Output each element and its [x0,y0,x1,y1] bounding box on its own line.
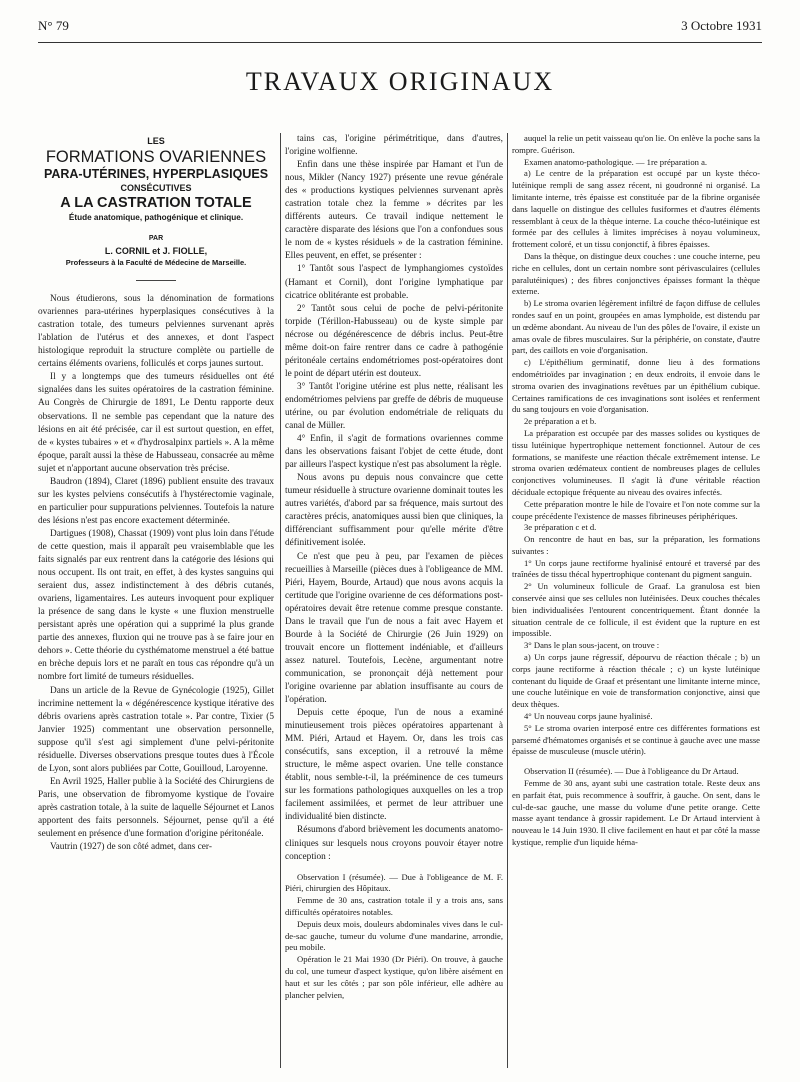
article-consecutives: CONSÉCUTIVES [120,183,192,194]
paragraph: Dans un article de la Revue de Gynécologie (1925), Gillet incrimine nettement la « dégénérescence kystique itérative des débris ovariens après castration totale ». Par contre, Tixier (5 Janvier 1925) commentant une observation personnelle, suppose qu'il s'est agi simplement d'une pelvi-péritonite résiduelle. Diverses observations presque toutes dues à l'École de Lyon, sont alors publiées par Cotte, Gouilloud, Laroyenne. [38,685,274,774]
paragraph: Depuis deux mois, douleurs abdominales vives dans le cul-de-sac gauche, tumeur du volume d'une mandarine, arrondie, peu mobile. [285,918,503,953]
article-par: PAR [148,235,164,243]
article-subtitle: PARA-UTÉRINES, HYPERPLASIQUES [43,167,269,182]
paragraph: On rencontre de haut en bas, sur la préparation, les formations suivantes : [512,534,760,556]
column-divider [280,133,281,1068]
paragraph: Cette préparation montre le hile de l'ovaire et l'on note comme sur la coupe précédente l'existence de masses fibrineuses périphériques. [512,498,760,521]
paragraph: 4° Enfin, il s'agit de formations ovariennes comme dans les observations faisant l'objet de cette étude, dont par ailleurs l'aspect kystique n'est pas absolument la règle. [285,434,503,471]
paragraph: 4° Un nouveau corps jaune hyalinisé. [524,711,653,722]
paragraph: Femme de 30 ans, ayant subi une castration totale. Reste deux ans en parfait état, puis recommence à souffrir, à gauche. On sent, dans le cul-de-sac gauche, une masse du volume d'une petite orange. Cette masse ayant tendance à grossir rapidement. Le Dr Artaud intervient à nouveau le 14 Juin 1930. Il clive facilement en haut et par côté la masse kystique, remplie d'un liquide héma- [512,778,760,848]
article-affiliation: Professeurs à la Faculté de Médecine de Marseille. [65,258,247,268]
paragraph: Opération le 21 Mai 1930 (Dr Piéri). On trouve, à gauche du col, une tumeur d'aspect kystique, qu'on libère aisément en haut et sur les côtés ; par son pôle inférieur, elle adhère au plancher pelvien, [285,954,503,1000]
paragraph: 1° Tantôt sous l'aspect de lymphangiomes cystoïdes (Hamant et Cornil), dont l'origine lymphatique par cicatrice oblitérante est probable. [285,264,503,301]
column-3-text [512,133,760,758]
paragraph: 3e préparation c et d. [524,522,597,533]
section-title: TRAVAUX ORIGINAUX [245,67,555,96]
paragraph: Dans la thèque, on distingue deux couches : une couche interne, peu riche en cellules, dont un certain nombre sont périvasculaires (cellules paralutéiniques) ; des fibres conjonctives épaisses formant la thèque externe. [512,250,760,297]
column-2-text [285,133,503,864]
paragraph: La préparation est occupée par des masses solides ou kystiques de tissu lutéinique hypertrophique nettement fonctionnel. Autour de ces formations, se manifeste une réaction thécale extrêmement intense. Le stroma ovarien œdémateux contient de nombreuses plages de cellules conjonctives volumineuses. Il s'agit là d'une véritable réaction déciduale ectopique fréquente au niveau des ovaires infectés. [512,427,760,497]
paragraph: 2e préparation a et b. [524,416,597,427]
article-title-cast: A LA CASTRATION TOTALE [60,195,252,212]
paragraph: Nous étudierons, sous la dénomination de formations ovariennes para-utérines hyperplasiques consécutives à la castration totale, des tumeurs pelviennes survenant après l'ablation de l'utérus et des annexes, et dont l'aspect histologique reproduit la structure complète ou partielle de certains éléments ovariens, folliculés et corps jaunes surtout. [38,294,274,370]
paragraph: c) L'épithélium germinatif, donne lieu à des formations endométrioïdes par invagination ; en deux endroits, il envoie dans le stroma ovarien des invaginations revêtues par un épithélium cubique. Certaines ramifications de ces invaginations sont isolées et renferment du sang toujours en voie d'organisation. [512,357,760,415]
heading-divider [136,280,176,281]
article-title: FORMATIONS OVARIENNES [45,148,267,167]
article-authors: L. CORNIL et J. FIOLLE, [104,246,208,257]
paragraph: Enfin dans une thèse inspirée par Hamant et l'un de nous, Mikler (Nancy 1927) présente une revue générale des « productions kystiques pelviennes survenant après castration totale chez la femme » décrites par les différents auteurs. Ce travail indique nettement le caractère disparate des lésions que l'on a confondues sous le nom de « kystes résiduels » de la castration féminine. Elles peuvent, en effet, se présenter : [285,160,503,262]
issue-number: N° 79 [38,18,69,33]
paragraph: Il y a longtemps que des tumeurs résiduelles ont été signalées dans les suites opératoires de la castration féminine. Au Congrès de Chirurgie de 1891, Le Dentu rapporte deux observations. Il ne semble pas cependant que la nature des lésions en ait été précisée, car il est surtout question, en effet, de « kystes tubaires » et « d'hydrosalpinx partiels ». A la même époque, paraît aussi la thèse de Habusseau, consacrée au même sujet et n'apportant aucune observation très précise. [38,372,274,474]
column-3 [512,133,760,849]
paragraph: 3° Tantôt l'origine utérine est plus nette, réalisant les endométriomes pelviens par greffe de débris de muqueuse utérine, ou par évolution endométriale de reliquats du canal de Müller. [285,381,503,432]
column-2 [285,133,503,1001]
paragraph: Femme de 30 ans, castration totale il y a trois ans, sans difficultés opératoires notables. [285,895,503,918]
header-rule [38,42,762,43]
paragraph: 2° Un volumineux follicule de Graaf. La granulosa est bien conservée ainsi que ses cellules non lutéinisées. Deux couches thécales bien individualisées l'entourent concentriquement. Étant donnée la situation centrale de ce follicule, il est évident que la rupture en est impossible. [512,581,760,639]
paragraph: Résumons d'abord brièvement les documents anatomo-cliniques sur lesquels nous croyons pouvoir étayer notre conception : [285,825,503,862]
observation-2 [512,766,760,849]
paragraph: Observation I (résumée). — Due à l'obligeance de M. F. Piéri, chirurgien des Hôpitaux. [285,871,503,894]
paragraph: Baudron (1894), Claret (1896) publient ensuite des travaux sur les kystes pelviens consécutifs à l'hystérectomie vaginale, en particulier pour suppurations pelviennes. Toutefois la nature des lésions n'est pas encore exactement déterminée. [38,476,274,526]
paragraph: Observation II (résumée). — Due à l'obligeance du Dr Artaud. [524,766,739,777]
issue-date: 3 Octobre 1931 [681,18,762,33]
article-heading [38,135,274,268]
paragraph: 2° Tantôt sous celui de poche de pelvi-péritonite torpide (Térillon-Habusseau) ou de kyste simple par nécrose ou dégénérescence de débris inclus. Peut-être même doit-on faire rentrer dans ce cadre à pathogénie péritonéale certains endométriomes post-opératoires dont le point de départ utérin est douteux. [285,303,503,379]
paragraph: Ce n'est que peu à peu, par l'examen de pièces recueillies à Marseille (pièces dues à l'obligeance de MM. Piéri, Hayem, Bourde, Artaud) que nous avons acquis la certitude que l'origine ovarienne de ces déformations post-opératoires devait être retenue comme presque constante. Dans le travail que l'un de nous a fait avec Hayem et Bourde à la Société de Chirurgie (26 Juin 1929) on trouvait encore un flottement indéniable, et d'ailleurs assez naturel. Toutefois, Lecène, argumentant notre communication, se prononçait déjà nettement pour l'origine ovarienne par ablation insuffisante au cours de l'opération. [285,551,503,706]
paragraph: Nous avons pu depuis nous convaincre que cette tumeur résiduelle à structure ovarienne dominait toutes les autres variétés, d'abord par sa fréquence, mais surtout des caractères précis, anatomiques aussi bien que cliniques, la différenciant suffisamment pour qu'elle mérite d'être définitivement isolée. [285,473,503,549]
paragraph: Examen anatomo-pathologique. — 1re préparation a. [524,156,708,167]
paragraph: 3° Dans le plan sous-jacent, on trouve : [524,640,660,651]
paragraph: a) Un corps jaune régressif, dépourvu de réaction thécale ; b) un corps jaune rectiforme à réaction thécale ; c) un kyste lutéinique contenant du liquide de Graaf et présentant une limitante interne mince, une couche lutéinique en voie de transformation conjonctive, ainsi que deux thèques. [512,652,760,710]
paragraph: 5° Le stroma ovarien interposé entre ces différentes formations est parsemé d'hématomes organisés et se continue à gauche avec une masse épaisse de musculeuse (muscle utérin). [512,722,760,757]
column-1 [38,133,274,854]
paragraph: auquel la relie un petit vaisseau qu'on lie. On enlève la poche sans la rompre. Guérison. [512,133,760,155]
paragraph: tains cas, l'origine périmétritique, dans d'autres, l'origine wolfienne. [285,134,503,158]
column-divider [507,133,508,1068]
article-les: LES [147,136,165,146]
column-1-text [38,293,274,854]
paragraph: 1° Un corps jaune rectiforme hyalinisé entouré et traversé par des traînées de tissu thécal hypertrophique contenant du pigment sanguin. [512,557,760,580]
paragraph: b) Le stroma ovarien légèrement infiltré de façon diffuse de cellules rondes sauf en un point, groupées en amas lymphoïde, est distendu par un œdème abondant. Au niveau de l'un des pôles de l'ovaire, il existe un amas ovale de fibres musculaires. Sur la périphérie, on constate, d'autre part, des caillots en voie d'organisation. [512,298,760,356]
running-header [38,18,762,38]
paragraph: En Avril 1925, Haller publie à la Société des Chirurgiens de Paris, une observation de fibromyome kystique de l'ovaire après castration totale, à la suite de laquelle Séjournet et Lanos apportent des faits personnels. Séjournet, pense qu'il a été seulement en présence d'une formation d'origine péritonéale. [38,776,274,840]
paragraph: Depuis cette époque, l'un de nous a examiné minutieusement trois pièces opératoires appartenant à MM. Piéri, Artaud et Hayem. Or, dans les trois cas consécutifs, sans exception, il a retrouvé la même structure, le même aspect ovarien. Une telle constance établit, nous semble-t-il, la prééminence de ces tumeurs sur les formations pathologiques auxquelles on les a trop facilement assimilées, et permet de leur attribuer une individualité bien distincte. [285,708,503,823]
paragraph: Vautrin (1927) de son côté admet, dans cer- [50,842,212,853]
paragraph: Dartigues (1908), Chassat (1909) vont plus loin dans l'étude de cette question, mais il apparaît peu vraisemblable que les faits signalés par eux rentrent dans la catégorie des lésions qui nous occupent. Ils ont trait, en effet, à des kystes sanguins qui seraient dus, assez indistinctement à des débris cutanés, ovariens, ligamentaires. Les auteurs invoquent pour expliquer la présence de sang dans le kyste « une fluxion menstruelle persistant après une opération qui a supprimé la plus grande partie des annexes, fluxion qui ne trouve pas à se faire jour en dehors ». Cette théorie du cysthématome menstruel a été battue en brèche depuis lors et ne paraît en tous cas répondre qu'à un nombre fort limité de tumeurs résiduelles. [38,528,274,683]
observation-1 [285,872,503,1002]
article-study: Étude anatomique, pathogénique et clinique. [68,213,244,223]
paragraph: a) Le centre de la préparation est occupé par un kyste théco-lutéinique rempli de sang assez récent, ni goudronné ni organisé. La limitante interne, très épaisse est constituée par de la fibrine organisée dans laquelle on distingue des cellules fusiformes et d'autres éléments ressemblant à ceux de la thèque interne. La couche théco-lutéinique est formée par des cellules à limites imprécises à noyau volumineux, frottement coloré, et un tissu conjonctif, à fibres épaisses. [512,168,760,250]
